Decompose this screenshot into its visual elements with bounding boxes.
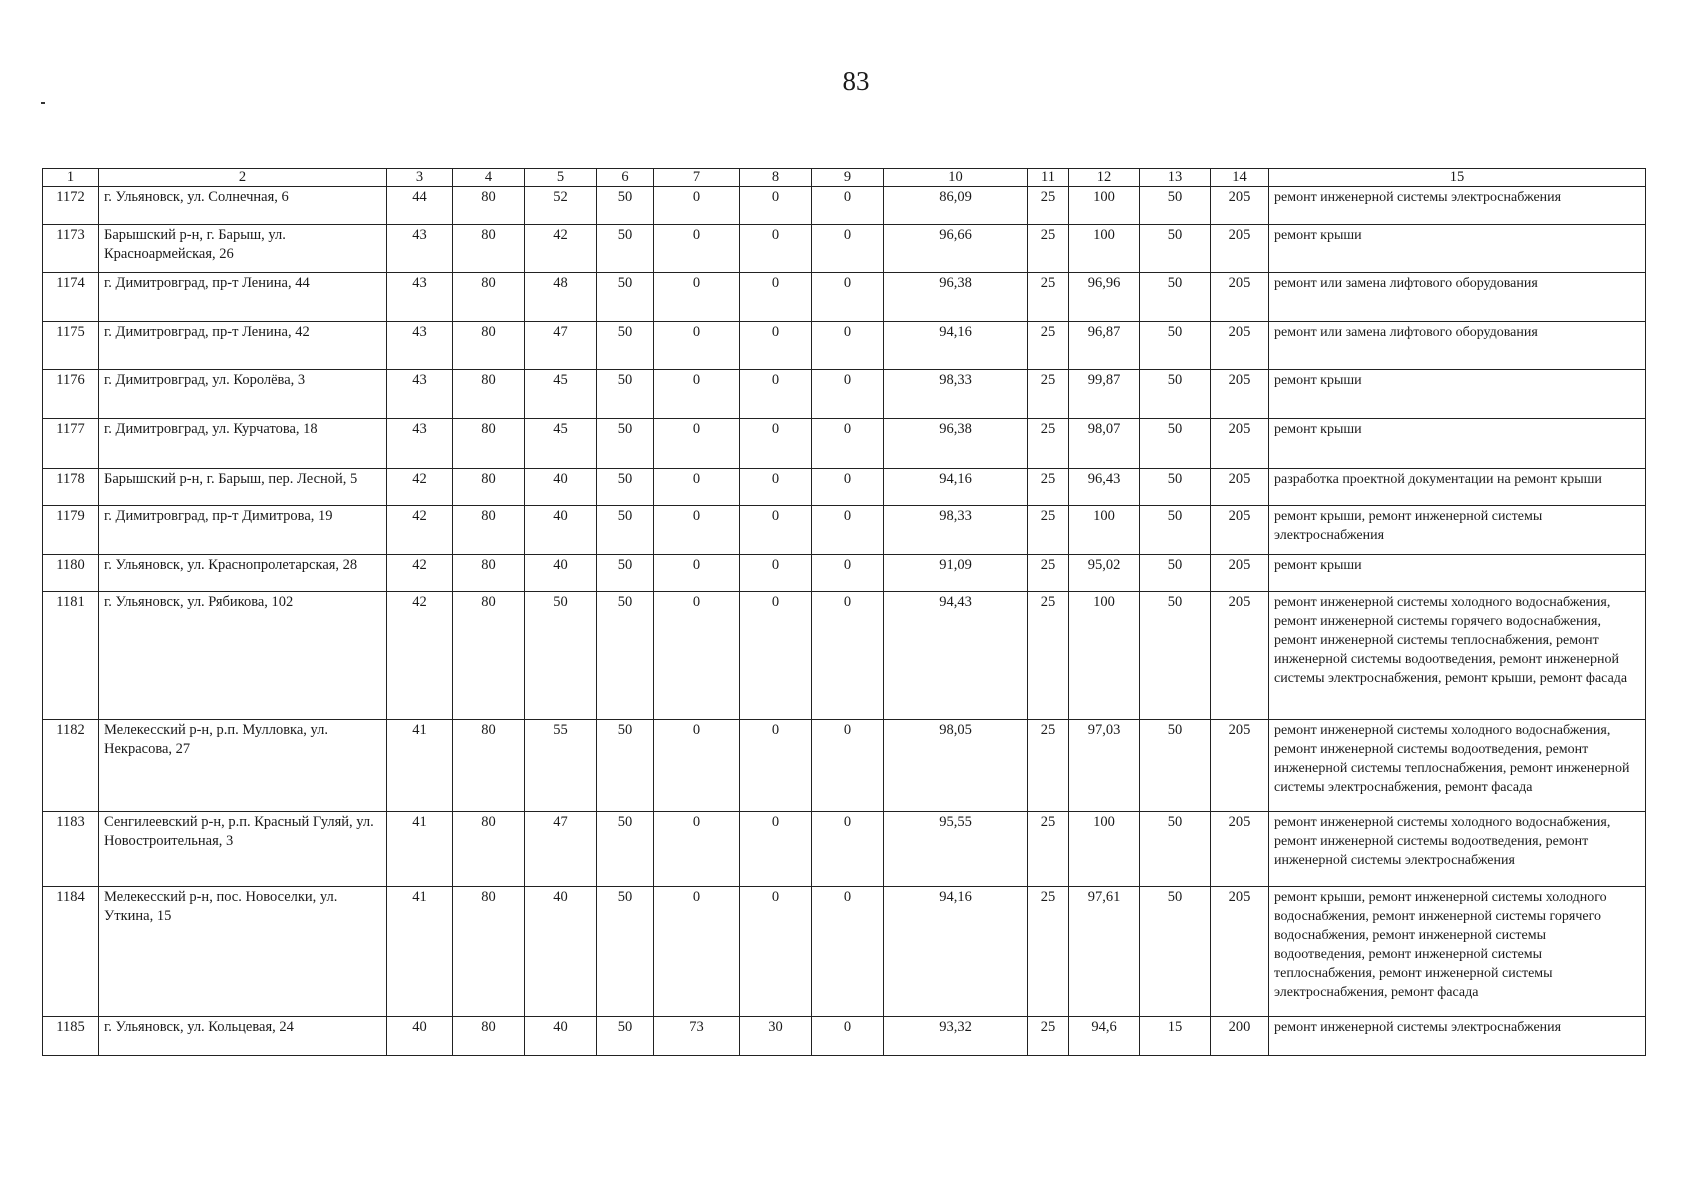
- cell-col13: 15: [1140, 1017, 1211, 1056]
- cell-col4: 80: [453, 370, 525, 419]
- cell-col6: 50: [597, 555, 654, 592]
- cell-col7: 0: [654, 370, 740, 419]
- cell-col6: 50: [597, 273, 654, 322]
- cell-col12: 100: [1069, 225, 1140, 273]
- row-number-cell: 1174: [43, 273, 99, 322]
- page-number: 83: [842, 66, 870, 96]
- cell-col7: 0: [654, 812, 740, 887]
- cell-col8: 0: [740, 887, 812, 1017]
- cell-col13: 50: [1140, 887, 1211, 1017]
- cell-col6: 50: [597, 887, 654, 1017]
- cell-col7: 0: [654, 887, 740, 1017]
- cell-col4: 80: [453, 419, 525, 469]
- cell-col12: 96,43: [1069, 469, 1140, 506]
- cell-col9: 0: [812, 187, 884, 225]
- cell-col12: 100: [1069, 812, 1140, 887]
- cell-col13: 50: [1140, 592, 1211, 720]
- cell-col6: 50: [597, 322, 654, 370]
- cell-col10: 94,16: [884, 469, 1028, 506]
- row-number-cell: 1179: [43, 506, 99, 555]
- cell-col12: 100: [1069, 592, 1140, 720]
- cell-col5: 50: [525, 592, 597, 720]
- cell-col11: 25: [1028, 273, 1069, 322]
- cell-col3: 41: [387, 812, 453, 887]
- cell-col13: 50: [1140, 187, 1211, 225]
- cell-col7: 0: [654, 225, 740, 273]
- cell-col8: 30: [740, 1017, 812, 1056]
- cell-col4: 80: [453, 592, 525, 720]
- cell-col6: 50: [597, 225, 654, 273]
- column-header: 14: [1211, 169, 1269, 187]
- cell-col4: 80: [453, 187, 525, 225]
- cell-col14: 205: [1211, 273, 1269, 322]
- cell-col4: 80: [453, 469, 525, 506]
- row-number-cell: 1180: [43, 555, 99, 592]
- cell-col14: 205: [1211, 469, 1269, 506]
- cell-col3: 43: [387, 225, 453, 273]
- cell-col9: 0: [812, 555, 884, 592]
- cell-col8: 0: [740, 273, 812, 322]
- cell-col5: 48: [525, 273, 597, 322]
- cell-col4: 80: [453, 1017, 525, 1056]
- row-number-cell: 1178: [43, 469, 99, 506]
- cell-col14: 200: [1211, 1017, 1269, 1056]
- cell-col6: 50: [597, 469, 654, 506]
- cell-col4: 80: [453, 812, 525, 887]
- cell-col13: 50: [1140, 370, 1211, 419]
- cell-col11: 25: [1028, 225, 1069, 273]
- cell-col11: 25: [1028, 720, 1069, 812]
- address-cell: Барышский р-н, г. Барыш, пер. Лесной, 5: [99, 469, 387, 506]
- column-header: 11: [1028, 169, 1069, 187]
- cell-col4: 80: [453, 225, 525, 273]
- cell-col6: 50: [597, 1017, 654, 1056]
- cell-col3: 43: [387, 273, 453, 322]
- work-type-cell: ремонт или замена лифтового оборудования: [1269, 273, 1646, 322]
- cell-col13: 50: [1140, 469, 1211, 506]
- work-type-cell: ремонт инженерной системы электроснабжения: [1269, 187, 1646, 225]
- cell-col10: 93,32: [884, 1017, 1028, 1056]
- cell-col7: 0: [654, 419, 740, 469]
- cell-col6: 50: [597, 812, 654, 887]
- cell-col5: 45: [525, 370, 597, 419]
- cell-col11: 25: [1028, 187, 1069, 225]
- cell-col14: 205: [1211, 419, 1269, 469]
- cell-col14: 205: [1211, 187, 1269, 225]
- address-cell: Мелекесский р-н, р.п. Мулловка, ул. Некрасова, 27: [99, 720, 387, 812]
- cell-col10: 98,33: [884, 370, 1028, 419]
- cell-col7: 73: [654, 1017, 740, 1056]
- work-type-cell: ремонт инженерной системы холодного водоснабжения, ремонт инженерной системы горячего водоснабжения, ремонт инженерной системы теплоснабжения, ремонт инженерной системы водоотведения, ремонт инженерной системы электроснабжения, ремонт крыши, ремонт фасада: [1269, 592, 1646, 720]
- cell-col4: 80: [453, 506, 525, 555]
- cell-col10: 94,43: [884, 592, 1028, 720]
- address-cell: Сенгилеевский р-н, р.п. Красный Гуляй, ул. Новостроительная, 3: [99, 812, 387, 887]
- work-type-cell: ремонт инженерной системы электроснабжения: [1269, 1017, 1646, 1056]
- cell-col4: 80: [453, 555, 525, 592]
- cell-col6: 50: [597, 187, 654, 225]
- cell-col14: 205: [1211, 225, 1269, 273]
- cell-col14: 205: [1211, 887, 1269, 1017]
- column-header: 6: [597, 169, 654, 187]
- cell-col9: 0: [812, 322, 884, 370]
- cell-col11: 25: [1028, 555, 1069, 592]
- column-header: 12: [1069, 169, 1140, 187]
- work-type-cell: ремонт инженерной системы холодного водоснабжения, ремонт инженерной системы водоотведения, ремонт инженерной системы электроснабжения: [1269, 812, 1646, 887]
- table-row: [43, 887, 1646, 1017]
- cell-col10: 86,09: [884, 187, 1028, 225]
- table-row: [43, 592, 1646, 720]
- table-row: [43, 469, 1646, 506]
- row-number-cell: 1183: [43, 812, 99, 887]
- row-number-cell: 1184: [43, 887, 99, 1017]
- cell-col12: 94,6: [1069, 1017, 1140, 1056]
- row-number-cell: 1177: [43, 419, 99, 469]
- cell-col5: 40: [525, 887, 597, 1017]
- header-row: [43, 169, 1646, 187]
- cell-col5: 40: [525, 555, 597, 592]
- cell-col3: 43: [387, 419, 453, 469]
- cell-col11: 25: [1028, 469, 1069, 506]
- row-number-cell: 1185: [43, 1017, 99, 1056]
- cell-col10: 96,38: [884, 419, 1028, 469]
- work-type-cell: ремонт крыши: [1269, 225, 1646, 273]
- registry-table: [42, 168, 1646, 1056]
- cell-col14: 205: [1211, 322, 1269, 370]
- cell-col7: 0: [654, 322, 740, 370]
- cell-col8: 0: [740, 720, 812, 812]
- row-number-cell: 1181: [43, 592, 99, 720]
- cell-col11: 25: [1028, 322, 1069, 370]
- cell-col12: 97,61: [1069, 887, 1140, 1017]
- address-cell: г. Ульяновск, ул. Рябикова, 102: [99, 592, 387, 720]
- cell-col3: 40: [387, 1017, 453, 1056]
- stray-mark: [41, 102, 45, 104]
- cell-col14: 205: [1211, 555, 1269, 592]
- cell-col10: 94,16: [884, 887, 1028, 1017]
- cell-col3: 43: [387, 322, 453, 370]
- cell-col9: 0: [812, 592, 884, 720]
- work-type-cell: ремонт крыши, ремонт инженерной системы холодного водоснабжения, ремонт инженерной системы горячего водоснабжения, ремонт инженерной системы водоотведения, ремонт инженерной системы теплоснабжения, ремонт инженерной системы электроснабжения, ремонт фасада: [1269, 887, 1646, 1017]
- work-type-cell: ремонт крыши: [1269, 555, 1646, 592]
- cell-col9: 0: [812, 720, 884, 812]
- cell-col8: 0: [740, 225, 812, 273]
- cell-col7: 0: [654, 555, 740, 592]
- cell-col11: 25: [1028, 812, 1069, 887]
- column-header: 8: [740, 169, 812, 187]
- cell-col5: 55: [525, 720, 597, 812]
- cell-col7: 0: [654, 273, 740, 322]
- cell-col10: 96,38: [884, 273, 1028, 322]
- column-header: 4: [453, 169, 525, 187]
- cell-col10: 95,55: [884, 812, 1028, 887]
- cell-col14: 205: [1211, 592, 1269, 720]
- cell-col3: 42: [387, 469, 453, 506]
- address-cell: г. Димитровград, пр-т Димитрова, 19: [99, 506, 387, 555]
- table-row: [43, 720, 1646, 812]
- cell-col8: 0: [740, 419, 812, 469]
- cell-col9: 0: [812, 469, 884, 506]
- column-header: 15: [1269, 169, 1646, 187]
- cell-col12: 96,87: [1069, 322, 1140, 370]
- address-cell: г. Ульяновск, ул. Краснопролетарская, 28: [99, 555, 387, 592]
- column-header: 2: [99, 169, 387, 187]
- cell-col11: 25: [1028, 419, 1069, 469]
- row-number-cell: 1175: [43, 322, 99, 370]
- cell-col9: 0: [812, 419, 884, 469]
- table-row: [43, 506, 1646, 555]
- cell-col14: 205: [1211, 370, 1269, 419]
- cell-col11: 25: [1028, 370, 1069, 419]
- cell-col9: 0: [812, 506, 884, 555]
- cell-col3: 42: [387, 555, 453, 592]
- cell-col9: 0: [812, 370, 884, 419]
- work-type-cell: ремонт крыши: [1269, 370, 1646, 419]
- cell-col3: 41: [387, 720, 453, 812]
- cell-col9: 0: [812, 887, 884, 1017]
- cell-col13: 50: [1140, 322, 1211, 370]
- cell-col5: 47: [525, 322, 597, 370]
- cell-col11: 25: [1028, 592, 1069, 720]
- cell-col6: 50: [597, 592, 654, 720]
- cell-col7: 0: [654, 469, 740, 506]
- cell-col4: 80: [453, 273, 525, 322]
- address-cell: Мелекесский р-н, пос. Новоселки, ул. Уткина, 15: [99, 887, 387, 1017]
- work-type-cell: ремонт или замена лифтового оборудования: [1269, 322, 1646, 370]
- row-number-cell: 1172: [43, 187, 99, 225]
- cell-col8: 0: [740, 506, 812, 555]
- cell-col12: 98,07: [1069, 419, 1140, 469]
- cell-col10: 98,33: [884, 506, 1028, 555]
- cell-col5: 47: [525, 812, 597, 887]
- cell-col11: 25: [1028, 506, 1069, 555]
- table-row: [43, 273, 1646, 322]
- address-cell: Барышский р-н, г. Барыш, ул. Красноармейская, 26: [99, 225, 387, 273]
- cell-col5: 40: [525, 469, 597, 506]
- cell-col14: 205: [1211, 506, 1269, 555]
- cell-col8: 0: [740, 592, 812, 720]
- table-row: [43, 187, 1646, 225]
- cell-col9: 0: [812, 273, 884, 322]
- cell-col12: 100: [1069, 506, 1140, 555]
- row-number-cell: 1173: [43, 225, 99, 273]
- cell-col10: 94,16: [884, 322, 1028, 370]
- cell-col13: 50: [1140, 273, 1211, 322]
- cell-col10: 98,05: [884, 720, 1028, 812]
- row-number-cell: 1182: [43, 720, 99, 812]
- cell-col8: 0: [740, 187, 812, 225]
- cell-col14: 205: [1211, 720, 1269, 812]
- work-type-cell: ремонт крыши, ремонт инженерной системы электроснабжения: [1269, 506, 1646, 555]
- cell-col9: 0: [812, 1017, 884, 1056]
- table-row: [43, 1017, 1646, 1056]
- cell-col3: 42: [387, 506, 453, 555]
- cell-col5: 45: [525, 419, 597, 469]
- cell-col8: 0: [740, 322, 812, 370]
- column-header: 1: [43, 169, 99, 187]
- column-header: 5: [525, 169, 597, 187]
- work-type-cell: ремонт крыши: [1269, 419, 1646, 469]
- table-row: [43, 370, 1646, 419]
- cell-col11: 25: [1028, 887, 1069, 1017]
- column-header: 13: [1140, 169, 1211, 187]
- cell-col5: 52: [525, 187, 597, 225]
- cell-col13: 50: [1140, 720, 1211, 812]
- work-type-cell: ремонт инженерной системы холодного водоснабжения, ремонт инженерной системы водоотведения, ремонт инженерной системы теплоснабжения, ремонт инженерной системы электроснабжения, ремонт фасада: [1269, 720, 1646, 812]
- cell-col7: 0: [654, 506, 740, 555]
- row-number-cell: 1176: [43, 370, 99, 419]
- cell-col13: 50: [1140, 419, 1211, 469]
- cell-col10: 91,09: [884, 555, 1028, 592]
- cell-col6: 50: [597, 370, 654, 419]
- column-header: 3: [387, 169, 453, 187]
- cell-col12: 95,02: [1069, 555, 1140, 592]
- cell-col13: 50: [1140, 812, 1211, 887]
- cell-col7: 0: [654, 720, 740, 812]
- cell-col12: 99,87: [1069, 370, 1140, 419]
- cell-col4: 80: [453, 322, 525, 370]
- cell-col12: 97,03: [1069, 720, 1140, 812]
- cell-col6: 50: [597, 720, 654, 812]
- cell-col3: 42: [387, 592, 453, 720]
- cell-col8: 0: [740, 555, 812, 592]
- cell-col7: 0: [654, 187, 740, 225]
- cell-col6: 50: [597, 506, 654, 555]
- cell-col3: 43: [387, 370, 453, 419]
- cell-col8: 0: [740, 469, 812, 506]
- cell-col13: 50: [1140, 506, 1211, 555]
- cell-col12: 100: [1069, 187, 1140, 225]
- cell-col9: 0: [812, 812, 884, 887]
- column-header: 7: [654, 169, 740, 187]
- cell-col5: 40: [525, 506, 597, 555]
- table-row: [43, 419, 1646, 469]
- column-header: 9: [812, 169, 884, 187]
- cell-col8: 0: [740, 370, 812, 419]
- address-cell: г. Димитровград, пр-т Ленина, 44: [99, 273, 387, 322]
- cell-col7: 0: [654, 592, 740, 720]
- cell-col4: 80: [453, 887, 525, 1017]
- table-row: [43, 812, 1646, 887]
- cell-col13: 50: [1140, 555, 1211, 592]
- cell-col13: 50: [1140, 225, 1211, 273]
- cell-col6: 50: [597, 419, 654, 469]
- cell-col5: 40: [525, 1017, 597, 1056]
- work-type-cell: разработка проектной документации на ремонт крыши: [1269, 469, 1646, 506]
- cell-col9: 0: [812, 225, 884, 273]
- address-cell: г. Ульяновск, ул. Кольцевая, 24: [99, 1017, 387, 1056]
- cell-col3: 44: [387, 187, 453, 225]
- address-cell: г. Димитровград, ул. Курчатова, 18: [99, 419, 387, 469]
- cell-col5: 42: [525, 225, 597, 273]
- cell-col14: 205: [1211, 812, 1269, 887]
- address-cell: г. Димитровград, пр-т Ленина, 42: [99, 322, 387, 370]
- cell-col3: 41: [387, 887, 453, 1017]
- table-row: [43, 225, 1646, 273]
- table-row: [43, 555, 1646, 592]
- address-cell: г. Ульяновск, ул. Солнечная, 6: [99, 187, 387, 225]
- column-header: 10: [884, 169, 1028, 187]
- address-cell: г. Димитровград, ул. Королёва, 3: [99, 370, 387, 419]
- cell-col8: 0: [740, 812, 812, 887]
- cell-col12: 96,96: [1069, 273, 1140, 322]
- cell-col4: 80: [453, 720, 525, 812]
- cell-col11: 25: [1028, 1017, 1069, 1056]
- cell-col10: 96,66: [884, 225, 1028, 273]
- table-row: [43, 322, 1646, 370]
